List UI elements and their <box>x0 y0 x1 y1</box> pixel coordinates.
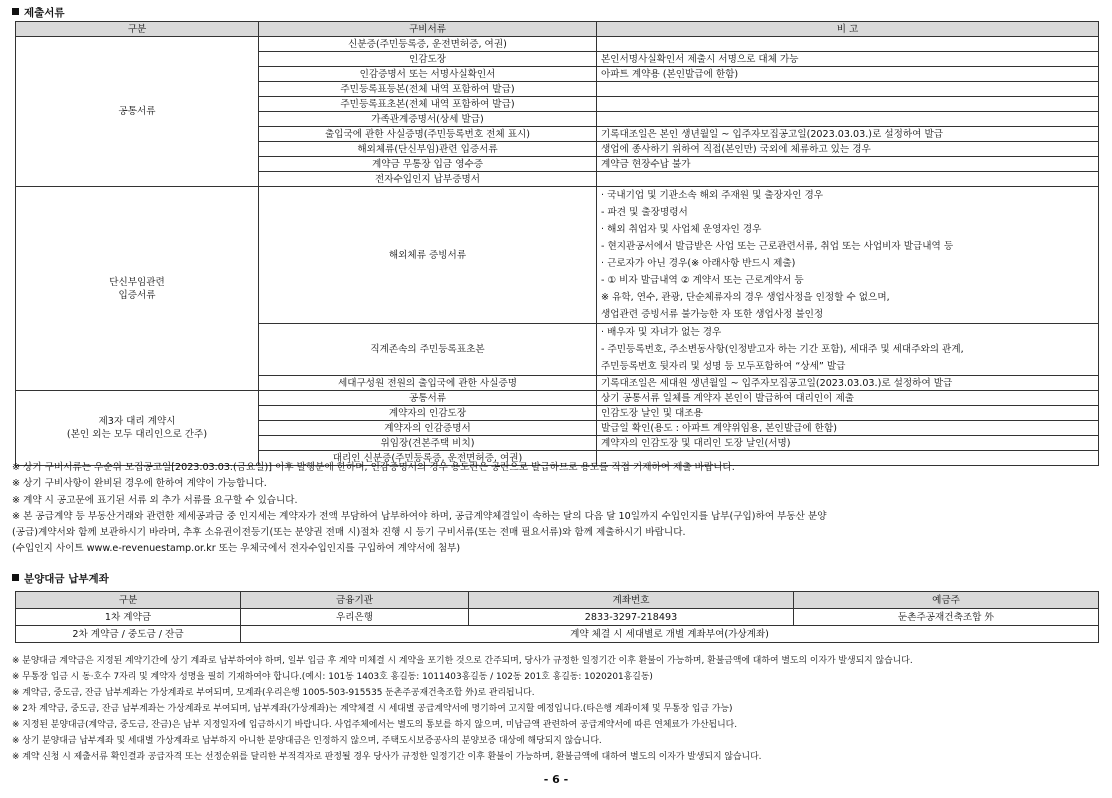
note-line: ※ 분양대금 계약금은 지정된 계약기간에 상기 계좌로 납부하여야 하며, 일부 입금 후 계약 미체결 시 계약을 포기한 것으로 간주되며, 당사가 규정한 일정기간 이후 환불이 가능하며, 환불금액에 대하여 별도의 이자가 발생되지 않습니다. <box>12 656 913 666</box>
doc-cell: 대리인 신분증(주민등록증, 운전면허증, 여권) <box>259 451 597 466</box>
note-line: ※ 무통장 입금 시 동·호수 7자리 및 계약자 성명을 필히 기재하여야 합니다.(예시: 101동 1403호 홍길동: 1011403홍길동 / 102동 201호 홍길동: 1020201홍길동) <box>12 672 653 682</box>
doc-cell: 인감증명서 또는 서명사실확인서 <box>259 67 597 82</box>
table-row <box>16 626 1099 643</box>
remark-cell: 인감도장 날인 및 대조용 <box>597 406 1099 421</box>
note-line: ※ 계약금, 중도금, 잔금 납부계좌는 가상계좌로 부여되며, 모계좌(우리은행 1005-503-915535 둔촌주공재건축조합 外)로 관리됩니다. <box>12 688 535 698</box>
doc-cell: 계약자의 인감도장 <box>259 406 597 421</box>
documents-table <box>15 21 1099 466</box>
remark-cell: 아파트 계약용 (본인발급에 한함) <box>597 67 1099 82</box>
note-line: (공급)계약서와 함께 보관하시기 바라며, 추후 소유권이전등기(또는 분양권 전매 시)절차 진행 시 등기 구비서류(또는 전매 필요서류)와 함께 제출하시기 바랍니다. <box>12 527 686 539</box>
table-row <box>16 37 1099 52</box>
page-number: - 6 - <box>543 773 569 786</box>
doc-cell: 주민등록표등본(전체 내역 포함하여 발급) <box>259 82 597 97</box>
doc-cell: 가족관계증명서(상세 발급) <box>259 112 597 127</box>
payment-header-row <box>16 592 1099 609</box>
doc-cell: 직계존속의 주민등록표초본 <box>259 324 597 376</box>
remark-cell <box>597 112 1099 127</box>
remark-cell: 기록대조일은 본인 생년월일 ~ 입주자모집공고일(2023.03.03.)로 설정하여 발급 <box>597 127 1099 142</box>
remark-cell <box>597 172 1099 187</box>
doc-cell: 인감도장 <box>259 52 597 67</box>
section-title-documents: 제출서류 <box>12 5 65 20</box>
doc-cell: 전자수입인지 납부증명서 <box>259 172 597 187</box>
header-bank: 금융기관 <box>241 592 469 609</box>
note-line: ※ 상기 분양대금 납부계좌 및 세대별 가상계좌로 납부하지 아니한 분양대금은 인정하지 않으며, 주택도시보증공사의 분양보증 대상에 해당되지 않습니다. <box>12 736 602 746</box>
doc-cell: 출입국에 관한 사실증명(주민등록번호 전체 표시) <box>259 127 597 142</box>
doc-cell: 세대구성원 전원의 출입국에 관한 사실증명 <box>259 376 597 391</box>
doc-cell: 신분증(주민등록증, 운전면허증, 여권) <box>259 37 597 52</box>
table-row <box>16 609 1099 626</box>
header-category: 구분 <box>16 22 259 37</box>
payment-account: 2833-3297-218493 <box>469 609 794 626</box>
note-line: ※ 2차 계약금, 중도금, 잔금 납부계좌는 가상계좌로 부여되며, 납부계좌(가상계좌)는 계약체결 시 세대별 공급계약서에 명기하여 고지할 예정입니다.(타은행 계좌이체 및 무통장 입금 가능) <box>12 704 733 714</box>
group-overseas-label: 단신부임관련 입증서류 <box>16 187 259 391</box>
header-category: 구분 <box>16 592 241 609</box>
documents-header-row <box>16 22 1099 37</box>
doc-cell: 공통서류 <box>259 391 597 406</box>
note-line: ※ 계약 신청 시 제출서류 확인결과 공급자격 또는 선정순위를 달리한 부적격자로 판정될 경우 당사가 규정한 일정기간 이후 환불이 가능하며, 환불금액에 대하여 별도의 이자가 발생되지 않습니다. <box>12 752 762 762</box>
documents-notes <box>12 460 1102 558</box>
note-line: ※ 상기 구비사항이 완비된 경우에 한하여 계약이 가능합니다. <box>12 478 267 490</box>
doc-cell: 해외체류(단신부임)관련 입증서류 <box>259 142 597 157</box>
doc-cell: 주민등록표초본(전체 내역 포함하여 발급) <box>259 97 597 112</box>
section-title-payment: 분양대금 납부계좌 <box>12 571 109 586</box>
remark-cell <box>597 37 1099 52</box>
payment-category: 1차 계약금 <box>16 609 241 626</box>
remark-cell: 계약자의 인감도장 및 대리인 도장 날인(서명) <box>597 436 1099 451</box>
lineal-notes-cell: · 배우자 및 자녀가 없는 경우 - 주민등록번호, 주소변동사항(인정받고자 하는 기간 포함), 세대주 및 세대주와의 관계, 주민등록번호 뒷자리 및 성명 등 모두포함하여 “상세” 발급 <box>597 324 1099 376</box>
header-account: 계좌번호 <box>469 592 794 609</box>
payment-virtual-account: 계약 체결 시 세대별로 개별 계좌부여(가상계좌) <box>241 626 1099 643</box>
overseas-notes-cell: · 국내기업 및 기관소속 해외 주재원 및 출장자인 경우 - 파견 및 출장명령서 · 해외 취업자 및 사업체 운영자인 경우 - 현지관공서에서 발급받은 사업 또는 근로관련서류, 취업 또는 사업비자 발급내역 등 · 근로자가 아닌 경우(※ 아래사항 반드시 제출) - ① 비자 발급내역 ② 계약서 또는 근로계약서 등 ※ 유학, 연수, 관광, 단순체류자의 경우 생업사정을 인정할 수 없으며, 생업관련 증빙서류 불가능한 자 또한 생업사정 불인정 <box>597 187 1099 324</box>
remark-cell: 기록대조일은 세대원 생년월일 ~ 입주자모집공고일(2023.03.03.)로 설정하여 발급 <box>597 376 1099 391</box>
table-row <box>16 187 1099 324</box>
payment-holder: 둔촌주공재건축조합 外 <box>794 609 1099 626</box>
doc-cell: 위임장(견본주택 비치) <box>259 436 597 451</box>
remark-cell: 계약금 현장수납 불가 <box>597 157 1099 172</box>
group-proxy-label: 제3자 대리 계약시 (본인 외는 모두 대리인으로 간주) <box>16 391 259 466</box>
remark-cell: 발급일 확인(용도 : 아파트 계약위임용, 본인발급에 한함) <box>597 421 1099 436</box>
header-holder: 예금주 <box>794 592 1099 609</box>
payment-category: 2차 계약금 / 중도금 / 잔금 <box>16 626 241 643</box>
doc-cell: 계약금 무통장 입금 영수증 <box>259 157 597 172</box>
payment-notes <box>12 653 1102 765</box>
doc-cell: 계약자의 인감증명서 <box>259 421 597 436</box>
remark-cell <box>597 97 1099 112</box>
note-line: ※ 상기 구비서류는 우순위 모집공고일[2023.03.03.(금요일)] 이후 발행분에 한하며, 인감증명서의 경우 용도란은 공란으로 발급하므로 용도를 직접 기재하여 제출 바랍니다. <box>12 462 735 473</box>
payment-bank: 우리은행 <box>241 609 469 626</box>
header-documents: 구비서류 <box>259 22 597 37</box>
table-row <box>16 391 1099 406</box>
note-line: (수입인지 사이트 www.e-revenuestamp.or.kr 또는 우체국에서 전자수입인지를 구입하여 계약서에 첨부) <box>12 543 461 555</box>
remark-cell <box>597 82 1099 97</box>
note-line: ※ 지정된 분양대금(계약금, 중도금, 잔금)은 납부 지정일자에 입금하시기 바랍니다. 사업주체에서는 별도의 통보를 하지 않으며, 미납금액 관련하여 공급계약서에 따른 연체료가 가산됩니다. <box>12 720 738 730</box>
remark-cell: 본인서명사실확인서 제출시 서명으로 대체 가능 <box>597 52 1099 67</box>
note-line: ※ 본 공급계약 등 부동산거래와 관련한 제세공과금 중 인지세는 계약자가 전액 부담하여 납부하여야 하며, 공급계약체결일이 속하는 달의 다음 달 10일까지 수입인지를 납부(구입)하여 부동산 분양 <box>12 510 827 522</box>
remark-cell: 상기 공통서류 일체를 계약자 본인이 발급하여 대리인이 제출 <box>597 391 1099 406</box>
note-line: ※ 계약 시 공고문에 표기된 서류 외 추가 서류를 요구할 수 있습니다. <box>12 494 298 506</box>
payment-table <box>15 591 1099 643</box>
header-remarks: 비 고 <box>597 22 1099 37</box>
remark-cell: 생업에 종사하기 위하여 직접(본인만) 국외에 체류하고 있는 경우 <box>597 142 1099 157</box>
doc-cell: 해외체류 증빙서류 <box>259 187 597 324</box>
group-common-label: 공통서류 <box>16 37 259 187</box>
